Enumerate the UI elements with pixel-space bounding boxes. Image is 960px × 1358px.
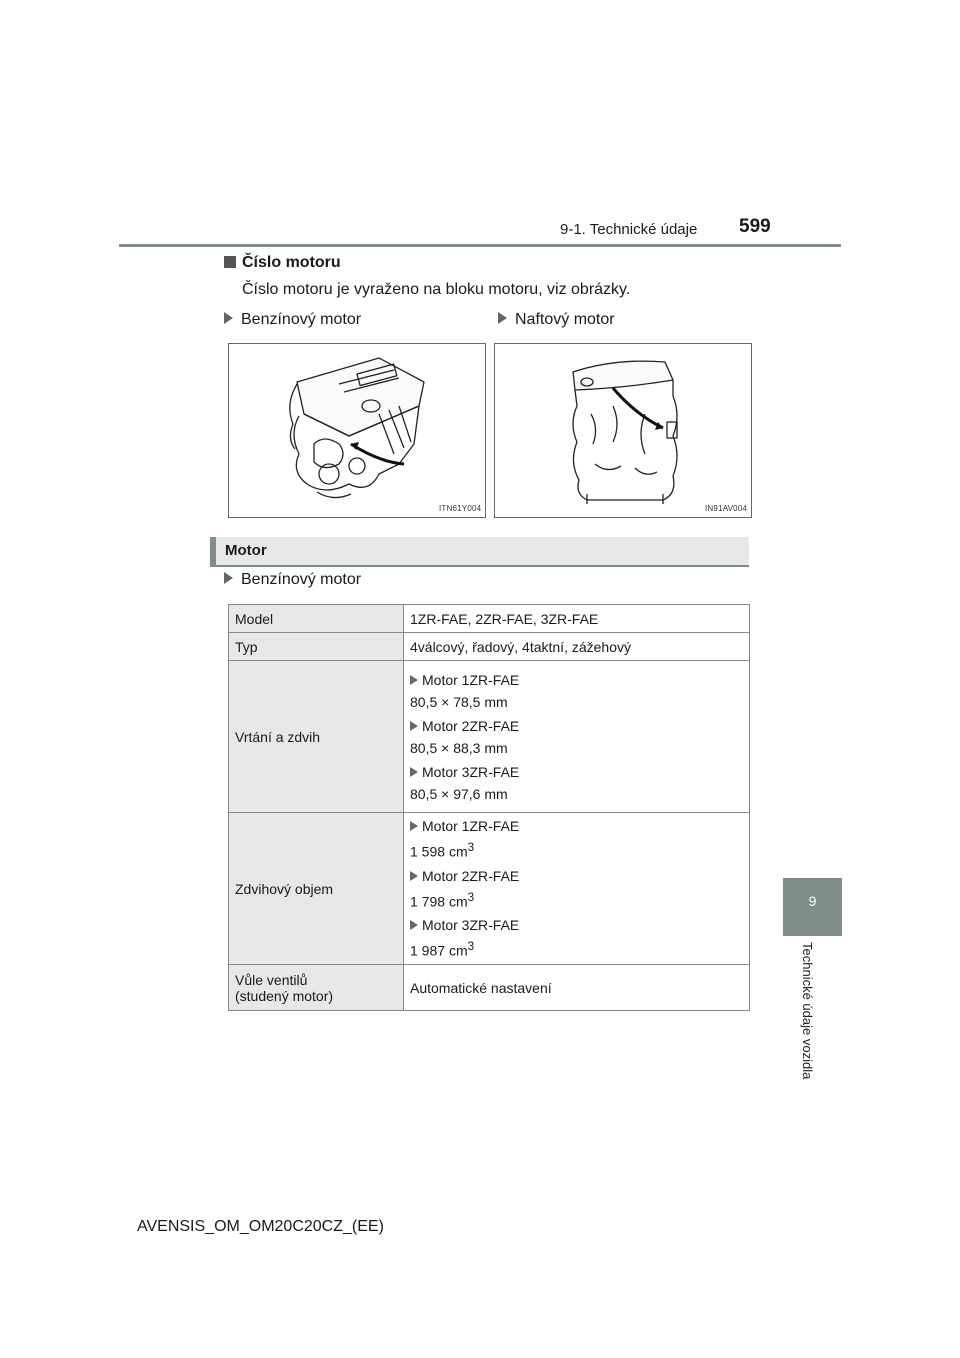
bore-stroke-figure: 80,5 × 88,3 mm [410,739,508,756]
engine-variant-text: Motor 2ZR-FAE [422,867,520,884]
engine-number-description: Číslo motoru je vyraženo na bloku motoru, viz obrázky. [242,281,631,298]
unit-exponent: 3 [467,890,475,904]
petrol-caption-text: Benzínový motor [241,311,362,328]
diesel-figure-code: IN91AV004 [705,504,748,513]
document-code: AVENSIS_OM_OM20C20CZ_(EE) [137,1218,384,1235]
table-row [229,661,750,813]
triangle-bullet-icon [498,312,507,324]
valve-clearance-label [229,965,404,1011]
table-row [229,605,750,633]
displacement-value [404,813,750,965]
chapter-label: Technické údaje vozidla [800,942,815,1080]
valve-clearance-label-line1: Vůle ventilů [235,971,308,988]
displacement-label: Zdvihový objem [229,813,404,965]
displacement-unit: cm [448,893,468,910]
displacement-number: 1 987 [410,942,446,959]
bore-stroke-entry [410,715,743,759]
engine-variant-text: Motor 3ZR-FAE [422,917,520,934]
type-value: 4válcový, řadový, 4taktní, zážehový [404,633,750,661]
diesel-figure-caption [498,311,615,329]
engine-variant [410,761,743,783]
displacement-entry [410,914,743,962]
triangle-bullet-icon [410,721,418,731]
bore-stroke-figure: 80,5 × 78,5 mm [410,693,508,710]
displacement-figure [410,837,743,863]
bore-stroke-figure: 80,5 × 97,6 mm [410,785,508,802]
engine-number-heading-text: Číslo motoru [242,254,341,271]
motor-banner-title: Motor [225,542,267,559]
petrol-engine-figure [228,343,486,518]
unit-exponent: 3 [467,841,475,855]
engine-number-heading [224,254,341,272]
displacement-entry [410,815,743,863]
chapter-number: 9 [808,893,817,909]
petrol-engine-illustration-icon [229,344,485,517]
displacement-figure [410,887,743,913]
motor-section-banner [210,537,749,567]
table-row [229,965,750,1011]
model-label: Model [229,605,404,633]
model-value: 1ZR-FAE, 2ZR-FAE, 3ZR-FAE [404,605,750,633]
unit-exponent: 3 [467,940,475,954]
engine-variant [410,715,743,737]
engine-variant-text: Motor 3ZR-FAE [422,763,520,780]
triangle-bullet-icon [224,572,233,584]
section-title: 9-1. Technické údaje [560,221,698,238]
diesel-caption-text: Naftový motor [515,311,615,328]
header-divider [119,244,841,247]
displacement-unit: cm [448,843,468,860]
engine-variant [410,669,743,691]
valve-clearance-value: Automatické nastavení [404,965,750,1011]
displacement-entry [410,865,743,913]
displacement-number: 1 598 [410,843,446,860]
engine-variant-text: Motor 1ZR-FAE [422,818,520,835]
engine-spec-table [228,604,750,1011]
bore-stroke-entry [410,669,743,713]
diesel-engine-illustration-icon [495,344,751,517]
type-label: Typ [229,633,404,661]
diesel-engine-figure [494,343,752,518]
bore-stroke-value [404,661,750,813]
bore-stroke-entry [410,761,743,805]
displacement-unit: cm [448,942,468,959]
engine-variant-text: Motor 1ZR-FAE [422,671,520,688]
page-number: 599 [739,216,771,237]
displacement-number: 1 798 [410,893,446,910]
engine-variant [410,914,743,936]
petrol-figure-caption [224,311,361,329]
displacement-figure [410,936,743,962]
table-row [229,633,750,661]
petrol-figure-code: ITN61Y004 [439,504,482,513]
motor-subheading [224,571,361,589]
triangle-bullet-icon [410,920,418,930]
triangle-bullet-icon [410,871,418,881]
triangle-bullet-icon [410,767,418,777]
square-bullet-icon [224,256,236,268]
valve-clearance-label-line2: (studený motor) [235,987,334,1004]
motor-subheading-text: Benzínový motor [241,571,362,588]
table-row [229,813,750,965]
engine-variant [410,815,743,837]
bore-stroke-label: Vrtání a zdvih [229,661,404,813]
banner-accent [210,537,216,567]
engine-variant [410,865,743,887]
triangle-bullet-icon [410,821,418,831]
triangle-bullet-icon [224,312,233,324]
triangle-bullet-icon [410,675,418,685]
engine-variant-text: Motor 2ZR-FAE [422,717,520,734]
